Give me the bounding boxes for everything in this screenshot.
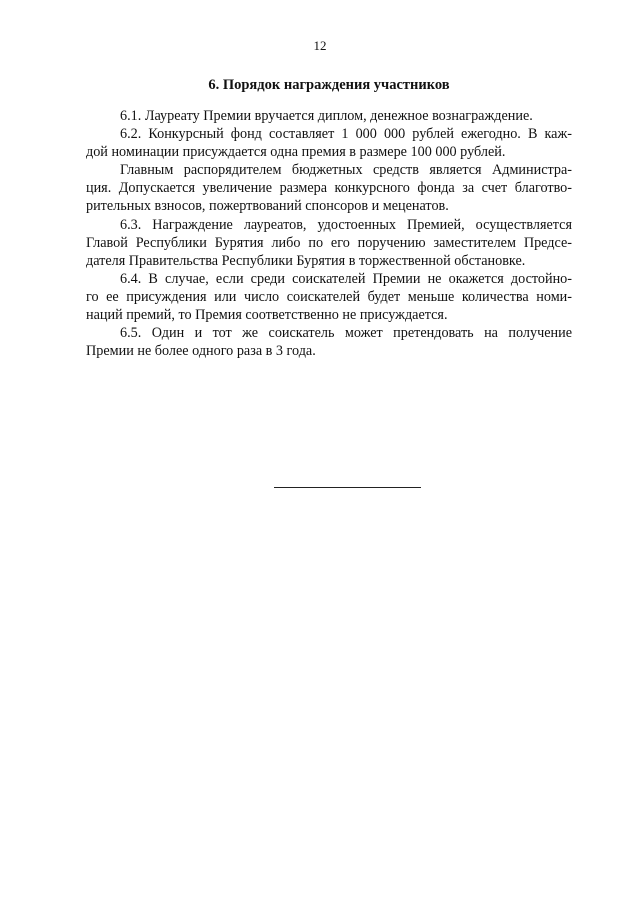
- paragraph-budget-administrator: [86, 161, 572, 215]
- paragraph-line: 6.3. Награждение лауреатов, удостоенных Премией, осуществляется: [120, 216, 572, 233]
- paragraph-6-3: [86, 216, 572, 270]
- paragraph-line: дой номинации присуждается одна премия в размере 100 000 рублей.: [86, 144, 506, 161]
- paragraph-line: 6.4. В случае, если среди соискателей Премии не окажется достойно-: [120, 270, 572, 287]
- paragraph-line: Премии не более одного раза в 3 года.: [86, 343, 316, 360]
- paragraph-line: го ее присуждения или число соискателей будет меньше количества номи-: [86, 288, 572, 305]
- paragraph-6-2: [86, 125, 572, 161]
- paragraph-line: Главой Республики Бурятия либо по его поручению заместителем Предсе-: [86, 234, 572, 251]
- paragraph-line: 6.5. Один и тот же соискатель может претендовать на получение: [120, 325, 572, 342]
- paragraph-line: рительных взносов, пожертвований спонсоров и меценатов.: [86, 198, 449, 215]
- section-title: 6. Порядок награждения участников: [208, 77, 450, 93]
- paragraph-line: ция. Допускается увеличение размера конкурсного фонда за счет благотво-: [86, 180, 572, 197]
- paragraph-6-1: [86, 107, 572, 125]
- paragraph-6-5: [86, 324, 572, 360]
- end-of-document-rule: [274, 487, 421, 488]
- page-number: 12: [313, 38, 327, 53]
- paragraph-line: дателя Правительства Республики Бурятия в торжественной обстановке.: [86, 252, 526, 269]
- paragraph-line: 6.2. Конкурсный фонд составляет 1 000 000 рублей ежегодно. В каж-: [120, 126, 572, 143]
- paragraph-line: Главным распорядителем бюджетных средств является Администра-: [120, 162, 572, 179]
- section-body: [86, 107, 572, 360]
- paragraph-line: 6.1. Лауреату Премии вручается диплом, денежное вознаграждение.: [120, 108, 533, 124]
- paragraph-6-4: [86, 270, 572, 324]
- paragraph-line: наций премий, то Премия соответственно не присуждается.: [86, 307, 448, 324]
